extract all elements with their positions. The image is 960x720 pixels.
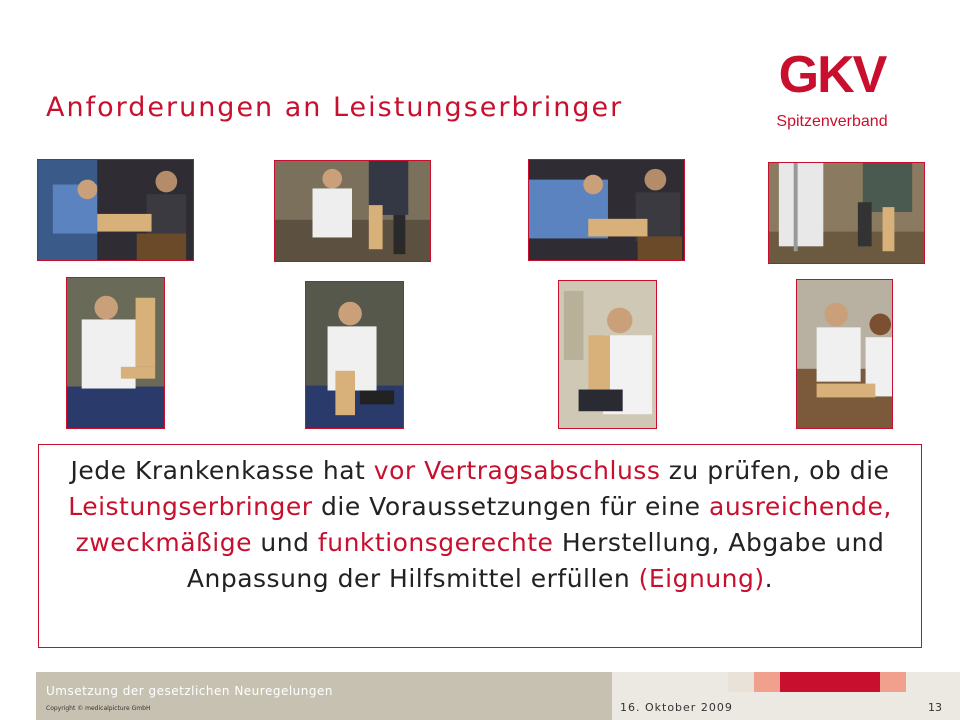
photo-technician-1: [66, 277, 165, 429]
footer-copyright: Copyright © medicalpicture GmbH: [46, 705, 151, 712]
footer-deco-block-3: [780, 672, 880, 692]
photo-fitting-4: [768, 162, 925, 264]
footer-deco-block-4: [880, 672, 906, 692]
footer-subtitle: Umsetzung der gesetzlichen Neuregelungen: [46, 684, 333, 698]
body-text-2: zu prüfen, ob die: [660, 456, 890, 485]
body-text-6: .: [764, 564, 774, 593]
footer-deco-block-2: [754, 672, 780, 692]
requirements-text-box: [38, 444, 922, 648]
photo-technician-3: [558, 280, 657, 429]
body-text-1: Jede Krankenkasse hat: [70, 456, 374, 485]
photo-technician-2: [305, 281, 404, 429]
page-number: 13: [928, 701, 942, 714]
photo-fitting-1: [37, 159, 194, 261]
body-text-4: und: [251, 528, 318, 557]
highlight-vor-vertragsabschluss: vor Vertragsabschluss: [373, 456, 661, 485]
photo-fitting-3: [528, 159, 685, 261]
logo-subtitle: Spitzenverband: [776, 113, 888, 130]
highlight-leistungserbringer: Leistungserbringer: [68, 492, 313, 521]
body-text-5: Herstellung, Abgabe und Anpassung der Hilfsmittel erfüllen: [186, 528, 885, 593]
logo-letters: GKV: [778, 46, 886, 104]
highlight-ausreichende-zweckmaessige: ausreichende, zweckmäßige: [75, 492, 892, 557]
slide-title: Anforderungen an Leistungserbringer: [46, 92, 624, 123]
photo-technician-4: [796, 279, 893, 429]
gkv-logo: [760, 42, 910, 132]
highlight-funktionsgerechte: funktionsgerechte: [317, 528, 554, 557]
photo-fitting-2: [274, 160, 431, 262]
footer-date: 16. Oktober 2009: [620, 701, 733, 714]
highlight-eignung: (Eignung): [638, 564, 765, 593]
footer-deco-block-1: [728, 672, 754, 692]
body-text-3: die Voraussetzungen für eine: [312, 492, 710, 521]
footer-left-band: [36, 672, 612, 720]
